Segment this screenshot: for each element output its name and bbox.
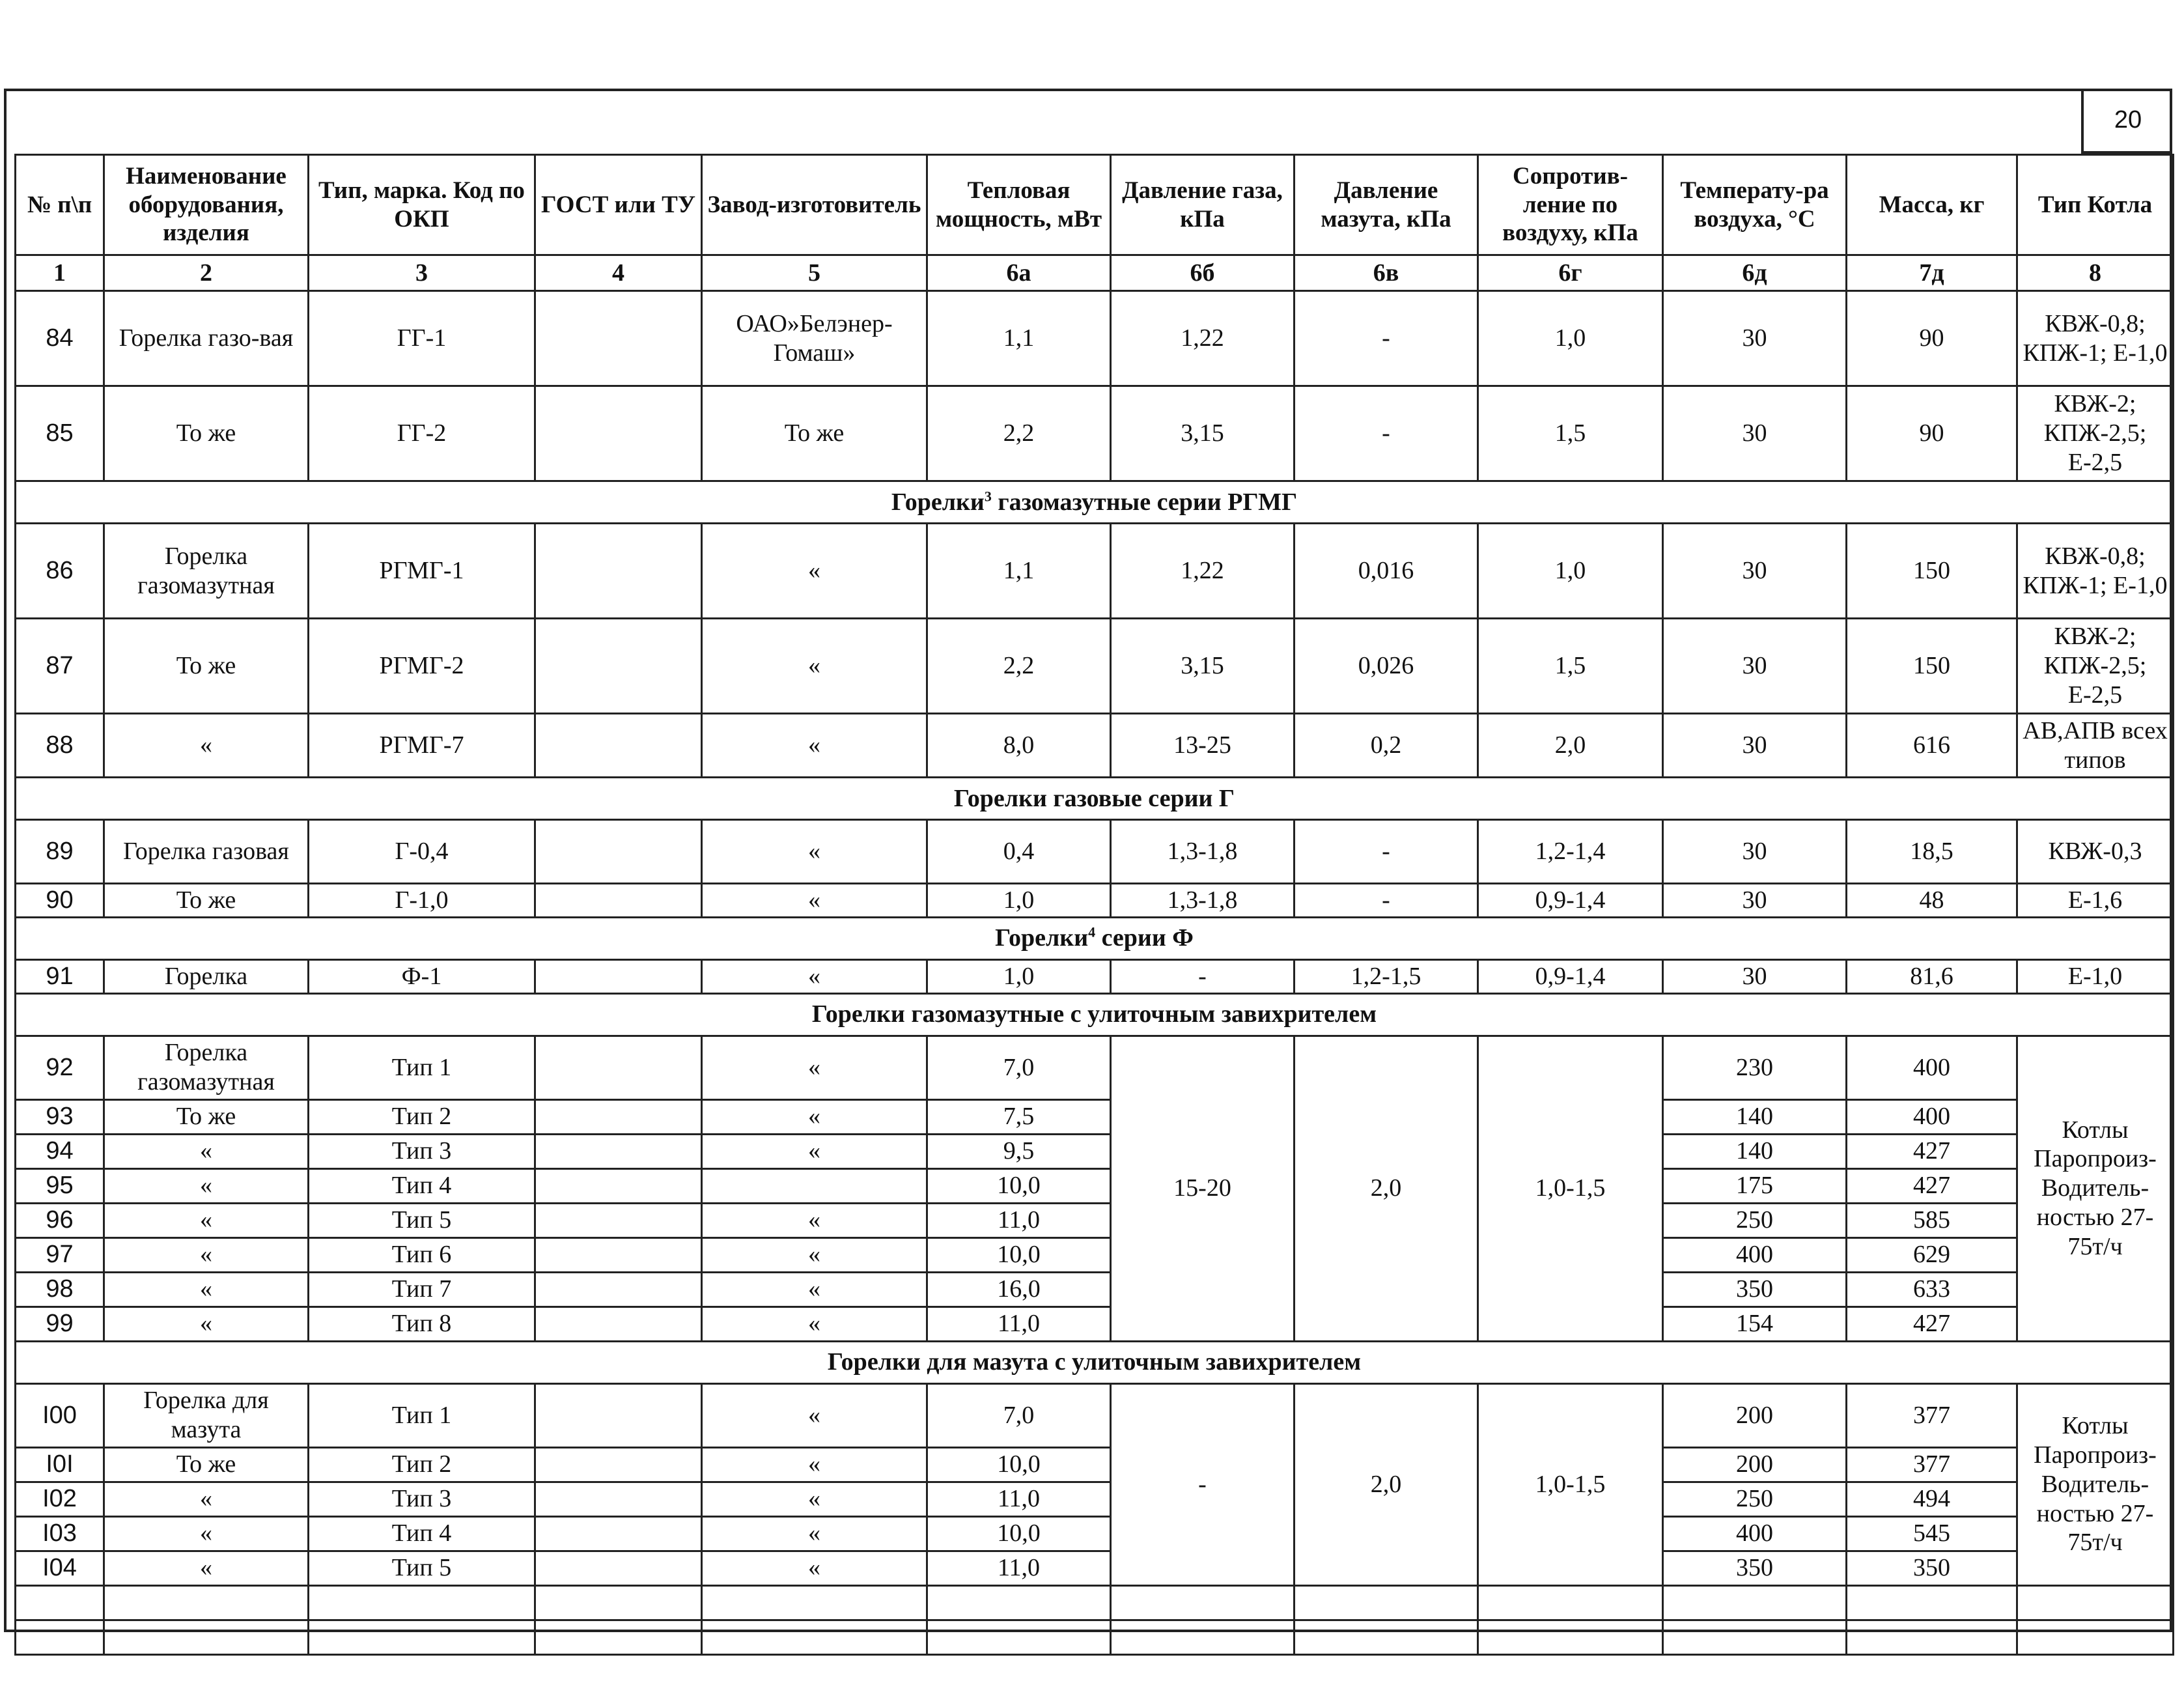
item-gas-pressure: - [1111, 959, 1295, 993]
item-mass: 427 [1847, 1307, 2017, 1341]
item-name: « [104, 1307, 309, 1341]
item-type: Тип 1 [309, 1036, 535, 1099]
item-gas-pressure: 3,15 [1111, 619, 1295, 714]
row-number: 96 [16, 1203, 104, 1237]
item-oil-pressure: - [1295, 820, 1478, 884]
table-row [16, 714, 2174, 778]
item-maker: « [702, 1036, 927, 1099]
section-row [16, 778, 2174, 820]
item-name: Горелка для мазута [104, 1383, 309, 1447]
item-mass: 427 [1847, 1134, 2017, 1168]
item-mass: 377 [1847, 1383, 2017, 1447]
item-mass: 377 [1847, 1447, 2017, 1482]
item-gas-pressure: 1,22 [1111, 524, 1295, 619]
item-mass: 633 [1847, 1272, 2017, 1307]
item-boiler: АВ,АПВ всех типов [2017, 714, 2174, 778]
item-power: 11,0 [927, 1482, 1111, 1516]
item-maker: « [702, 1551, 927, 1585]
item-name: Горелка [104, 959, 309, 993]
item-mass: 150 [1847, 524, 2017, 619]
row-number: 89 [16, 820, 104, 884]
equipment-table [14, 154, 2174, 1656]
section-row [16, 481, 2174, 524]
item-gost [535, 619, 702, 714]
item-gas-pressure: 1,22 [1111, 291, 1295, 386]
group-gas-pressure: 15-20 [1111, 1036, 1295, 1341]
item-air-temp: 350 [1663, 1272, 1847, 1307]
section-title: Горелки газомазутные с улиточным завихрителем [16, 993, 2174, 1036]
item-boiler: КВЖ-2; КПЖ-2,5; Е-2,5 [2017, 619, 2174, 714]
item-type: ГГ-2 [309, 386, 535, 481]
item-name: « [104, 1272, 309, 1307]
item-power: 2,2 [927, 619, 1111, 714]
table-row [16, 1168, 2174, 1203]
item-air-temp: 30 [1663, 619, 1847, 714]
row-number: I0I [16, 1447, 104, 1482]
row-number: 93 [16, 1099, 104, 1134]
item-gost [535, 714, 702, 778]
item-oil-pressure: - [1295, 884, 1478, 918]
table-row [16, 291, 2174, 386]
item-name: « [104, 1237, 309, 1272]
item-air-temp: 30 [1663, 714, 1847, 778]
item-air-resistance: 1,5 [1478, 619, 1663, 714]
item-oil-pressure: 0,2 [1295, 714, 1478, 778]
item-power: 11,0 [927, 1203, 1111, 1237]
empty-row [16, 1620, 2174, 1654]
item-name: « [104, 714, 309, 778]
column-number-row [16, 255, 2174, 291]
column-number: 6г [1478, 255, 1663, 291]
item-gost [535, 1383, 702, 1447]
item-power: 8,0 [927, 714, 1111, 778]
header-row [16, 155, 2174, 255]
group-boiler: Котлы Паропроиз-Водитель-ностью 27-75т/ч [2017, 1383, 2174, 1585]
item-maker: « [702, 1134, 927, 1168]
item-gost [535, 291, 702, 386]
item-mass: 150 [1847, 619, 2017, 714]
item-name: То же [104, 1099, 309, 1134]
item-maker: « [702, 1447, 927, 1482]
section-title: Горелки для мазута с улиточным завихрителем [16, 1341, 2174, 1383]
row-number: 90 [16, 884, 104, 918]
item-gost [535, 1272, 702, 1307]
item-mass: 350 [1847, 1551, 2017, 1585]
item-boiler: КВЖ-0,8; КПЖ-1; Е-1,0 [2017, 291, 2174, 386]
item-air-temp: 400 [1663, 1237, 1847, 1272]
item-gost [535, 386, 702, 481]
item-air-temp: 30 [1663, 524, 1847, 619]
row-number: 97 [16, 1237, 104, 1272]
item-air-resistance: 1,5 [1478, 386, 1663, 481]
item-maker: « [702, 1099, 927, 1134]
item-boiler: КВЖ-0,3 [2017, 820, 2174, 884]
item-gas-pressure: 13-25 [1111, 714, 1295, 778]
row-number: 95 [16, 1168, 104, 1203]
item-oil-pressure: - [1295, 291, 1478, 386]
item-power: 1,1 [927, 524, 1111, 619]
item-mass: 90 [1847, 386, 2017, 481]
item-name: « [104, 1203, 309, 1237]
item-power: 1,0 [927, 959, 1111, 993]
section-row [16, 1341, 2174, 1383]
row-number: 84 [16, 291, 104, 386]
group-gas-pressure: - [1111, 1383, 1295, 1585]
item-mass: 427 [1847, 1168, 2017, 1203]
item-maker: « [702, 524, 927, 619]
header-cell: № п\п [16, 155, 104, 255]
item-mass: 90 [1847, 291, 2017, 386]
item-maker: « [702, 1237, 927, 1272]
item-gost [535, 1237, 702, 1272]
item-name: Горелка газовая [104, 820, 309, 884]
item-power: 1,1 [927, 291, 1111, 386]
item-name: То же [104, 619, 309, 714]
item-name: « [104, 1482, 309, 1516]
table-row [16, 1516, 2174, 1551]
header-cell: Масса, кг [1847, 155, 2017, 255]
item-oil-pressure: 0,016 [1295, 524, 1478, 619]
row-number: I02 [16, 1482, 104, 1516]
group-air-resistance: 1,0-1,5 [1478, 1036, 1663, 1341]
item-air-temp: 154 [1663, 1307, 1847, 1341]
item-air-temp: 250 [1663, 1482, 1847, 1516]
item-air-resistance: 1,0 [1478, 524, 1663, 619]
table-row [16, 1203, 2174, 1237]
item-gost [535, 1168, 702, 1203]
section-title: Горелки$^3$ газомазутные серии РГМГ [16, 481, 2174, 524]
item-mass: 18,5 [1847, 820, 2017, 884]
column-number: 6в [1295, 255, 1478, 291]
item-type: Тип 7 [309, 1272, 535, 1307]
item-gas-pressure: 1,3-1,8 [1111, 820, 1295, 884]
column-number: 5 [702, 255, 927, 291]
item-power: 10,0 [927, 1516, 1111, 1551]
column-number: 3 [309, 255, 535, 291]
item-gost [535, 1203, 702, 1237]
item-gost [535, 1482, 702, 1516]
item-air-resistance: 1,0 [1478, 291, 1663, 386]
item-maker: ОАО»Белэнер-Гомаш» [702, 291, 927, 386]
item-gas-pressure: 3,15 [1111, 386, 1295, 481]
column-number: 4 [535, 255, 702, 291]
table-row [16, 820, 2174, 884]
item-power: 10,0 [927, 1237, 1111, 1272]
table-row [16, 1099, 2174, 1134]
header-cell: Тепловая мощность, мВт [927, 155, 1111, 255]
page-number: 20 [2081, 89, 2172, 154]
item-power: 10,0 [927, 1168, 1111, 1203]
item-name: « [104, 1516, 309, 1551]
section-title: Горелки$^4$ серии Ф [16, 917, 2174, 959]
row-number: I00 [16, 1383, 104, 1447]
item-power: 7,0 [927, 1383, 1111, 1447]
item-type: Г-0,4 [309, 820, 535, 884]
item-gost [535, 1134, 702, 1168]
table-row [16, 959, 2174, 993]
item-gost [535, 1099, 702, 1134]
item-air-temp: 400 [1663, 1516, 1847, 1551]
table-row [16, 1383, 2174, 1447]
item-gost [535, 959, 702, 993]
table-row [16, 524, 2174, 619]
item-type: Тип 3 [309, 1134, 535, 1168]
item-power: 16,0 [927, 1272, 1111, 1307]
table-row [16, 1134, 2174, 1168]
item-air-temp: 350 [1663, 1551, 1847, 1585]
item-air-temp: 30 [1663, 884, 1847, 918]
item-power: 2,2 [927, 386, 1111, 481]
group-boiler: Котлы Паропроиз-Водитель-ностью 27-75т/ч [2017, 1036, 2174, 1341]
item-air-temp: 200 [1663, 1447, 1847, 1482]
header-cell: Тип, марка. Код по ОКП [309, 155, 535, 255]
item-oil-pressure: 0,026 [1295, 619, 1478, 714]
table-row [16, 619, 2174, 714]
table-row [16, 884, 2174, 918]
group-oil-pressure: 2,0 [1295, 1383, 1478, 1585]
item-mass: 48 [1847, 884, 2017, 918]
group-oil-pressure: 2,0 [1295, 1036, 1478, 1341]
item-type: Тип 2 [309, 1099, 535, 1134]
row-number: I04 [16, 1551, 104, 1585]
item-air-resistance: 1,2-1,4 [1478, 820, 1663, 884]
group-air-resistance: 1,0-1,5 [1478, 1383, 1663, 1585]
item-mass: 494 [1847, 1482, 2017, 1516]
row-number: 94 [16, 1134, 104, 1168]
item-type: РГМГ-1 [309, 524, 535, 619]
item-type: Тип 8 [309, 1307, 535, 1341]
item-mass: 585 [1847, 1203, 2017, 1237]
item-air-temp: 30 [1663, 959, 1847, 993]
column-number: 8 [2017, 255, 2174, 291]
item-air-resistance: 2,0 [1478, 714, 1663, 778]
item-air-temp: 30 [1663, 820, 1847, 884]
row-number: 85 [16, 386, 104, 481]
item-mass: 616 [1847, 714, 2017, 778]
item-name: Горелка газо-вая [104, 291, 309, 386]
row-number: 92 [16, 1036, 104, 1099]
row-number: 88 [16, 714, 104, 778]
item-gost [535, 1551, 702, 1585]
header-cell: ГОСТ или ТУ [535, 155, 702, 255]
item-name: « [104, 1134, 309, 1168]
section-row [16, 917, 2174, 959]
item-power: 7,5 [927, 1099, 1111, 1134]
item-power: 1,0 [927, 884, 1111, 918]
table-row [16, 1551, 2174, 1585]
item-power: 11,0 [927, 1307, 1111, 1341]
item-name: То же [104, 1447, 309, 1482]
empty-row [16, 1585, 2174, 1620]
section-row [16, 993, 2174, 1036]
item-maker [702, 1168, 927, 1203]
table-row [16, 1447, 2174, 1482]
item-air-temp: 200 [1663, 1383, 1847, 1447]
item-maker: « [702, 1307, 927, 1341]
row-number: 86 [16, 524, 104, 619]
item-mass: 545 [1847, 1516, 2017, 1551]
item-type: Тип 5 [309, 1203, 535, 1237]
item-gost [535, 1516, 702, 1551]
item-air-resistance: 0,9-1,4 [1478, 884, 1663, 918]
header-cell: Сопротив-ление по воздуху, кПа [1478, 155, 1663, 255]
column-number: 6а [927, 255, 1111, 291]
item-maker: « [702, 820, 927, 884]
item-maker: « [702, 1272, 927, 1307]
item-power: 7,0 [927, 1036, 1111, 1099]
item-mass: 629 [1847, 1237, 2017, 1272]
item-type: РГМГ-7 [309, 714, 535, 778]
header-cell: Давление мазута, кПа [1295, 155, 1478, 255]
item-type: Тип 1 [309, 1383, 535, 1447]
item-gost [535, 524, 702, 619]
column-number: 6д [1663, 255, 1847, 291]
item-gost [535, 1036, 702, 1099]
item-gost [535, 1447, 702, 1482]
item-power: 0,4 [927, 820, 1111, 884]
item-maker: « [702, 714, 927, 778]
item-type: Тип 3 [309, 1482, 535, 1516]
item-type: Г-1,0 [309, 884, 535, 918]
column-number: 1 [16, 255, 104, 291]
item-type: Ф-1 [309, 959, 535, 993]
item-maker: « [702, 959, 927, 993]
row-number: 99 [16, 1307, 104, 1341]
item-air-temp: 175 [1663, 1168, 1847, 1203]
item-mass: 81,6 [1847, 959, 2017, 993]
item-boiler: КВЖ-0,8; КПЖ-1; Е-1,0 [2017, 524, 2174, 619]
item-power: 9,5 [927, 1134, 1111, 1168]
row-number: I03 [16, 1516, 104, 1551]
item-air-resistance: 0,9-1,4 [1478, 959, 1663, 993]
table-row [16, 1272, 2174, 1307]
item-oil-pressure: - [1295, 386, 1478, 481]
item-maker: « [702, 884, 927, 918]
table-row [16, 1036, 2174, 1099]
column-number: 6б [1111, 255, 1295, 291]
item-air-temp: 140 [1663, 1099, 1847, 1134]
item-maker: « [702, 1482, 927, 1516]
item-mass: 400 [1847, 1099, 2017, 1134]
table-row [16, 1237, 2174, 1272]
item-maker: То же [702, 386, 927, 481]
table-row [16, 1482, 2174, 1516]
item-maker: « [702, 1383, 927, 1447]
item-name: То же [104, 884, 309, 918]
item-mass: 400 [1847, 1036, 2017, 1099]
item-type: Тип 6 [309, 1237, 535, 1272]
table-row [16, 386, 2174, 481]
item-boiler: Е-1,0 [2017, 959, 2174, 993]
item-oil-pressure: 1,2-1,5 [1295, 959, 1478, 993]
item-power: 10,0 [927, 1447, 1111, 1482]
item-air-temp: 30 [1663, 386, 1847, 481]
item-boiler: КВЖ-2; КПЖ-2,5; Е-2,5 [2017, 386, 2174, 481]
row-number: 91 [16, 959, 104, 993]
header-cell: Завод-изготовитель [702, 155, 927, 255]
item-type: Тип 4 [309, 1168, 535, 1203]
item-gost [535, 820, 702, 884]
item-air-temp: 140 [1663, 1134, 1847, 1168]
column-number: 2 [104, 255, 309, 291]
item-air-temp: 30 [1663, 291, 1847, 386]
item-type: Тип 5 [309, 1551, 535, 1585]
item-name: Горелка газомазутная [104, 1036, 309, 1099]
item-air-temp: 230 [1663, 1036, 1847, 1099]
table-row [16, 1307, 2174, 1341]
item-power: 11,0 [927, 1551, 1111, 1585]
item-name: То же [104, 386, 309, 481]
item-type: Тип 4 [309, 1516, 535, 1551]
header-cell: Тип Котла [2017, 155, 2174, 255]
item-gost [535, 1307, 702, 1341]
row-number: 87 [16, 619, 104, 714]
header-cell: Давление газа, кПа [1111, 155, 1295, 255]
item-name: Горелка газомазутная [104, 524, 309, 619]
item-name: « [104, 1551, 309, 1585]
item-type: ГГ-1 [309, 291, 535, 386]
header-cell: Температу-ра воздуха, °С [1663, 155, 1847, 255]
item-gost [535, 884, 702, 918]
item-boiler: Е-1,6 [2017, 884, 2174, 918]
row-number: 98 [16, 1272, 104, 1307]
header-cell: Наименование оборудования, изделия [104, 155, 309, 255]
item-air-temp: 250 [1663, 1203, 1847, 1237]
section-title: Горелки газовые серии Г [16, 778, 2174, 820]
item-type: РГМГ-2 [309, 619, 535, 714]
item-maker: « [702, 1203, 927, 1237]
column-number: 7д [1847, 255, 2017, 291]
item-name: « [104, 1168, 309, 1203]
item-gas-pressure: 1,3-1,8 [1111, 884, 1295, 918]
item-maker: « [702, 1516, 927, 1551]
item-type: Тип 2 [309, 1447, 535, 1482]
item-maker: « [702, 619, 927, 714]
